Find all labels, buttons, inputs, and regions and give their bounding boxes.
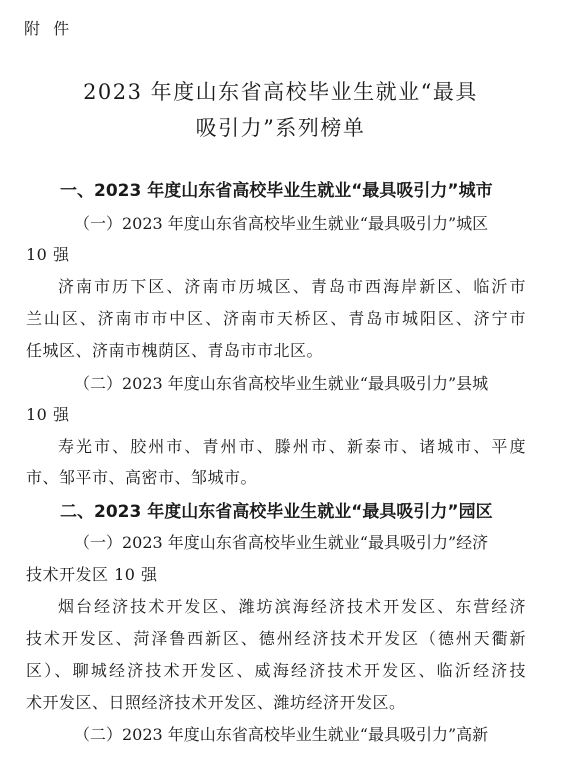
document-title-line-1: 2023 年度山东省高校毕业生就业“最具 xyxy=(83,80,478,104)
section-2-sub-1-text-line: 烟台经济技术开发区、潍坊滨海经济技术开发区、东营经济 xyxy=(58,597,526,616)
section-1-sub-1-text-line: 兰山区、济南市市中区、济南市天桥区、青岛市城阳区、济宁市 xyxy=(26,309,526,328)
section-1-sub-1-heading: （一）2023 年度山东省高校毕业生就业“最具吸引力”城区 xyxy=(74,214,489,233)
section-1-sub-2-heading: （二）2023 年度山东省高校毕业生就业“最具吸引力”县城 xyxy=(74,374,489,393)
attachment-label: 附 件 xyxy=(24,19,74,38)
section-2-sub-1-text-line: 术开发区、日照经济技术开发区、潍坊经济开发区。 xyxy=(26,693,406,712)
section-1-sub-1-text-line: 济南市历下区、济南市历城区、青岛市西海岸新区、临沂市 xyxy=(58,277,526,296)
section-1-sub-2-heading-cont: 10 强 xyxy=(26,405,70,424)
section-1-sub-2-text-line: 寿光市、胶州市、青州市、滕州市、新泰市、诸城市、平度 xyxy=(58,437,526,456)
document-title-line-2: 吸引力”系列榜单 xyxy=(195,116,366,140)
section-1-heading: 一、2023 年度山东省高校毕业生就业“最具吸引力”城市 xyxy=(60,181,493,201)
section-2-sub-1-heading: （一）2023 年度山东省高校毕业生就业“最具吸引力”经济 xyxy=(74,533,489,552)
section-2-sub-1-text-line: 技术开发区、菏泽鲁西新区、德州经济技术开发区（德州天衢新 xyxy=(26,629,526,648)
section-2-sub-2-heading: （二）2023 年度山东省高校毕业生就业“最具吸引力”高新 xyxy=(74,725,489,744)
section-1-sub-2-text-line: 市、邹平市、高密市、邹城市。 xyxy=(26,468,258,487)
section-2-heading: 二、2023 年度山东省高校毕业生就业“最具吸引力”园区 xyxy=(60,502,493,522)
section-1-sub-1-text-line: 任城区、济南市槐荫区、青岛市市北区。 xyxy=(26,341,324,360)
section-1-sub-1-heading-cont: 10 强 xyxy=(26,245,70,264)
section-2-sub-1-text-line: 区）、聊城经济技术开发区、威海经济技术开发区、临沂经济技 xyxy=(26,661,526,680)
section-2-sub-1-heading-cont: 技术开发区 10 强 xyxy=(26,565,158,584)
